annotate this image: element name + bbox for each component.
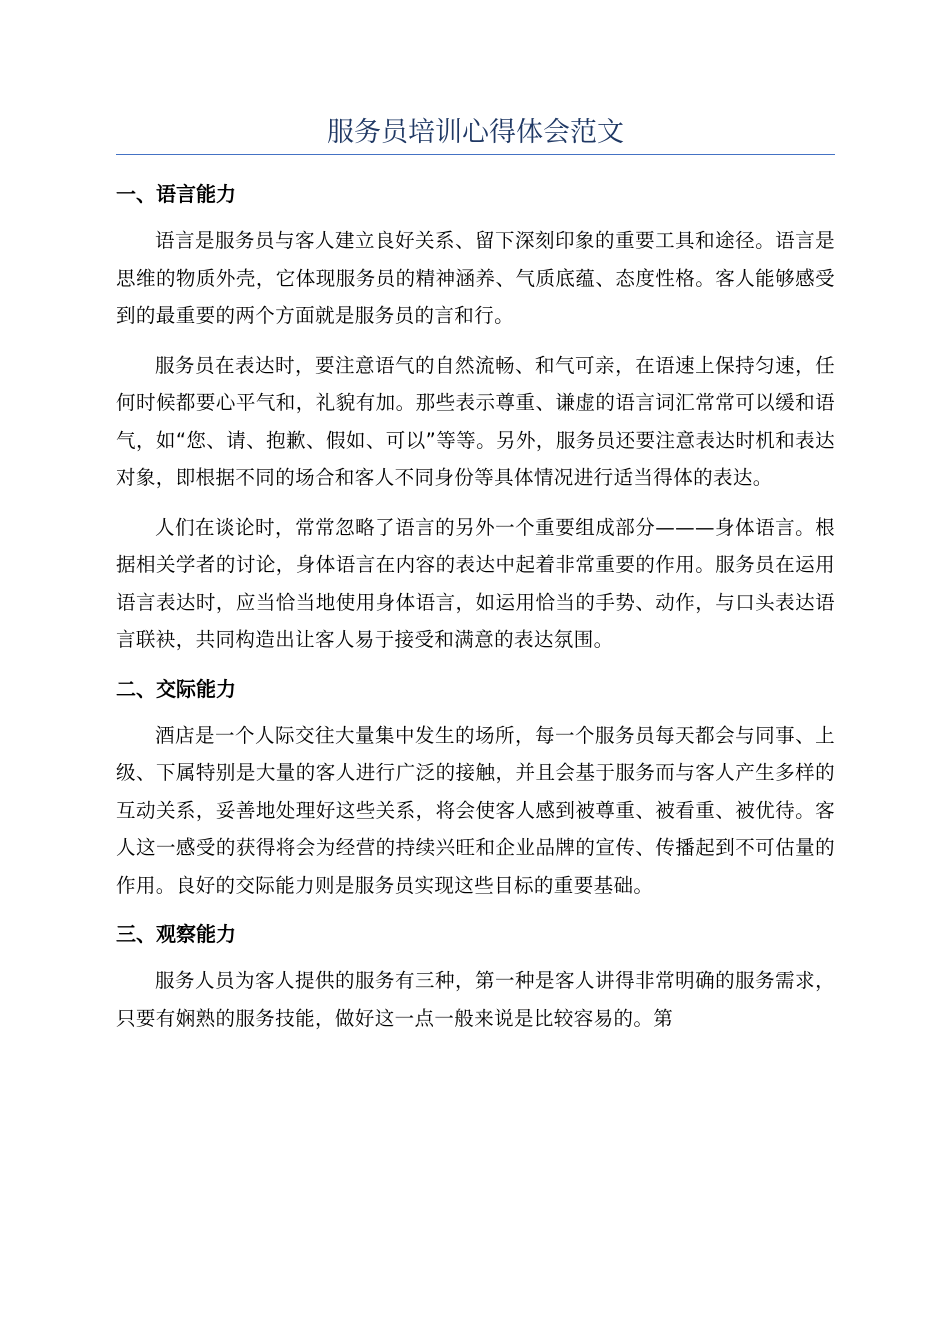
section-observation-ability <box>116 916 835 1037</box>
paragraph: 人们在谈论时，常常忽略了语言的另外一个重要组成部分———身体语言。根据相关学者的讨论，身体语言在内容的表达中起着非常重要的作用。服务员在运用语言表达时，应当恰当地使用身体语言，如运用恰当的手势、动作，与口头表达语言联袂，共同构造出让客人易于接受和满意的表达氛围。 <box>116 515 835 651</box>
section-heading: 三、观察能力 <box>116 922 236 946</box>
section-heading: 二、交际能力 <box>116 676 236 701</box>
paragraph: 服务人员为客人提供的服务有三种，第一种是客人讲得非常明确的服务需求，只要有娴熟的服务技能，做好这一点一般来说是比较容易的。第 <box>116 969 835 1030</box>
paragraph: 服务员在表达时，要注意语气的自然流畅、和气可亲，在语速上保持匀速，任何时候都要心平气和，礼貌有加。那些表示尊重、谦虚的语言词汇常常可以缓和语气，如“您、请、抱歉、假如、可以”等等。另外，服务员还要注意表达时机和表达对象，即根据不同的场合和客人不同身份等具体情况进行适当得体的表达。 <box>116 353 835 489</box>
section-language-ability <box>116 176 835 659</box>
section-heading: 一、语言能力 <box>116 182 236 206</box>
section-social-ability <box>116 671 835 905</box>
document-body <box>116 176 835 1049</box>
paragraph: 语言是服务员与客人建立良好关系、留下深刻印象的重要工具和途径。语言是思维的物质外壳，它体现服务员的精神涵养、气质底蕴、态度性格。客人能够感受到的最重要的两个方面就是服务员的言和行。 <box>116 229 835 327</box>
title-underline <box>116 154 835 155</box>
document-title: 服务员培训心得体会范文 <box>327 117 624 148</box>
paragraph: 酒店是一个人际交往大量集中发生的场所，每一个服务员每天都会与同事、上级、下属特别是大量的客人进行广泛的接触，并且会基于服务而与客人产生多样的互动关系，妥善地处理好这些关系，将会使客人感到被尊重、被看重、被优待。客人这一感受的获得将会为经营的持续兴旺和企业品牌的宣传、传播起到不可估量的作用。良好的交际能力则是服务员实现这些目标的重要基础。 <box>116 723 835 897</box>
